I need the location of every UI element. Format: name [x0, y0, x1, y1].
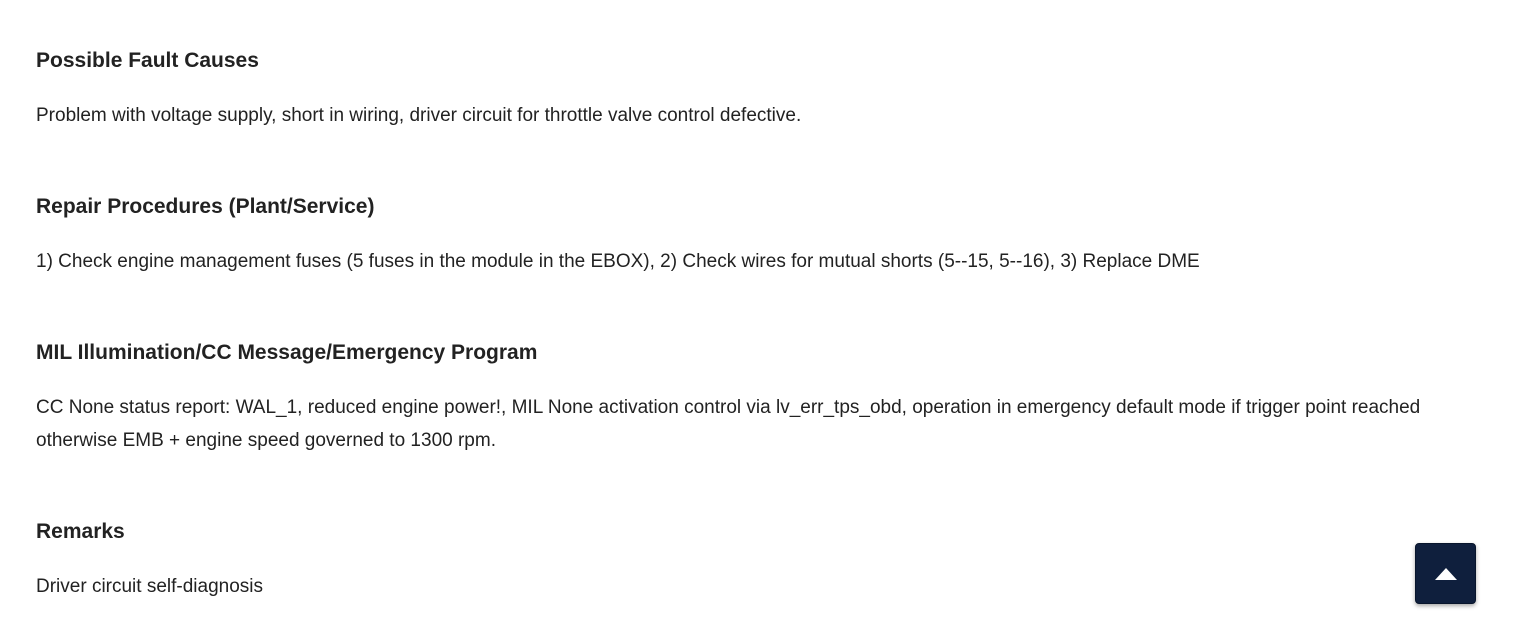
section-text: 1) Check engine management fuses (5 fuses in the module in the EBOX), 2) Check wires for mutual shorts (5--15, 5--16), 3) Replace DME	[36, 251, 1200, 272]
triangle-up-icon	[1435, 568, 1457, 580]
section-heading: Repair Procedures (Plant/Service)	[36, 195, 375, 218]
section-heading: Remarks	[36, 520, 125, 543]
section-heading: MIL Illumination/CC Message/Emergency Program	[36, 341, 538, 364]
section-text: Problem with voltage supply, short in wiring, driver circuit for throttle valve control defective.	[36, 105, 802, 126]
section-mil-illumination	[36, 339, 1501, 457]
section-repair-procedures	[36, 193, 1505, 278]
scroll-to-top-button[interactable]	[1415, 543, 1476, 604]
section-text: CC None status report: WAL_1, reduced engine power!, MIL None activation control via lv_err_tps_obd, operation in emergency default mode if trigger point reached otherwise EMB + engine speed governed to 1300 rpm.	[36, 397, 1421, 451]
section-remarks	[36, 518, 1505, 603]
section-heading: Possible Fault Causes	[36, 49, 259, 72]
section-possible-fault-causes	[36, 47, 1505, 132]
section-text: Driver circuit self-diagnosis	[36, 576, 264, 597]
